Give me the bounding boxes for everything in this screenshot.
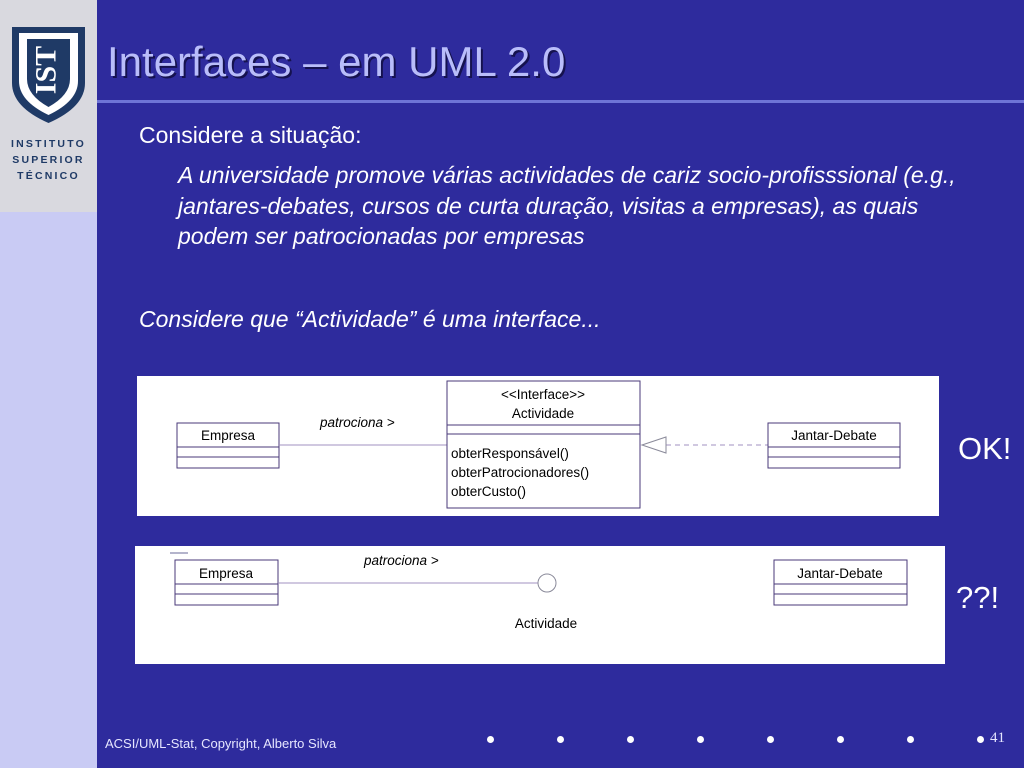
interface-name: Actividade [511,406,575,421]
operation-2: obterPatrocionadores() [451,465,590,480]
association-label: patrociona > [320,415,395,430]
footer-dot-icon [907,736,914,743]
bullet-university-description: A universidade promove várias actividades de cariz socio-profisssional (e.g., jantares-debates, cursos de curta duração, visitas a empresas), as quais podem ser patrocionadas por empresas [178,162,956,249]
class-empresa [175,560,278,605]
association-label: patrociona > [364,553,439,568]
footer-dot-icon [557,736,564,743]
operation-1: obterResponsável() [451,446,569,461]
class-empresa-label: Empresa [198,566,254,581]
logo-text-line-3: TÉCNICO [17,170,80,182]
interface-lollipop-icon [538,574,556,592]
class-jantar-debate [768,423,900,468]
class-empresa-label: Empresa [200,428,256,443]
interface-name: Actividade [514,616,578,631]
footer-dot-icon [487,736,494,743]
footer-copyright: ACSI/UML-Stat, Copyright, Alberto Silva [105,736,337,751]
svg-text:IST: IST [29,45,63,95]
footer-dot-icon [837,736,844,743]
class-jantar-debate-label: Jantar-Debate [797,566,883,581]
footer-dot-icon [977,736,984,743]
verdict-question: ??! [956,580,1000,615]
ist-logo [0,0,97,212]
class-jantar-debate [774,560,907,605]
slide-title: Interfaces – em UML 2.0 [107,38,566,85]
uml-diagram-explicit-interface [137,376,939,516]
footer-dot-icon [627,736,634,743]
logo-text-line-2: SUPERIOR [12,154,85,166]
class-jantar-debate-label: Jantar-Debate [791,428,877,443]
footer-dot-icon [697,736,704,743]
operation-3: obterCusto() [451,484,527,499]
footer-dot-icon [767,736,774,743]
logo-text-line-1: INSTITUTO [10,138,87,150]
class-empresa [177,423,279,468]
title-divider [97,100,1024,103]
ist-shield-icon [10,25,87,125]
realization-arrowhead-icon [642,437,666,453]
interface-stereotype: <<Interface>> [500,387,586,402]
page-number: 41 [990,730,1005,746]
interface-actividade [447,381,640,508]
bullet-consider-situation: Considere a situação: [139,122,362,148]
uml-diagram-lollipop-interface [135,546,945,664]
verdict-ok: OK! [958,431,1012,466]
bullet-actividade-interface: Considere que “Actividade” é uma interface... [139,306,601,332]
